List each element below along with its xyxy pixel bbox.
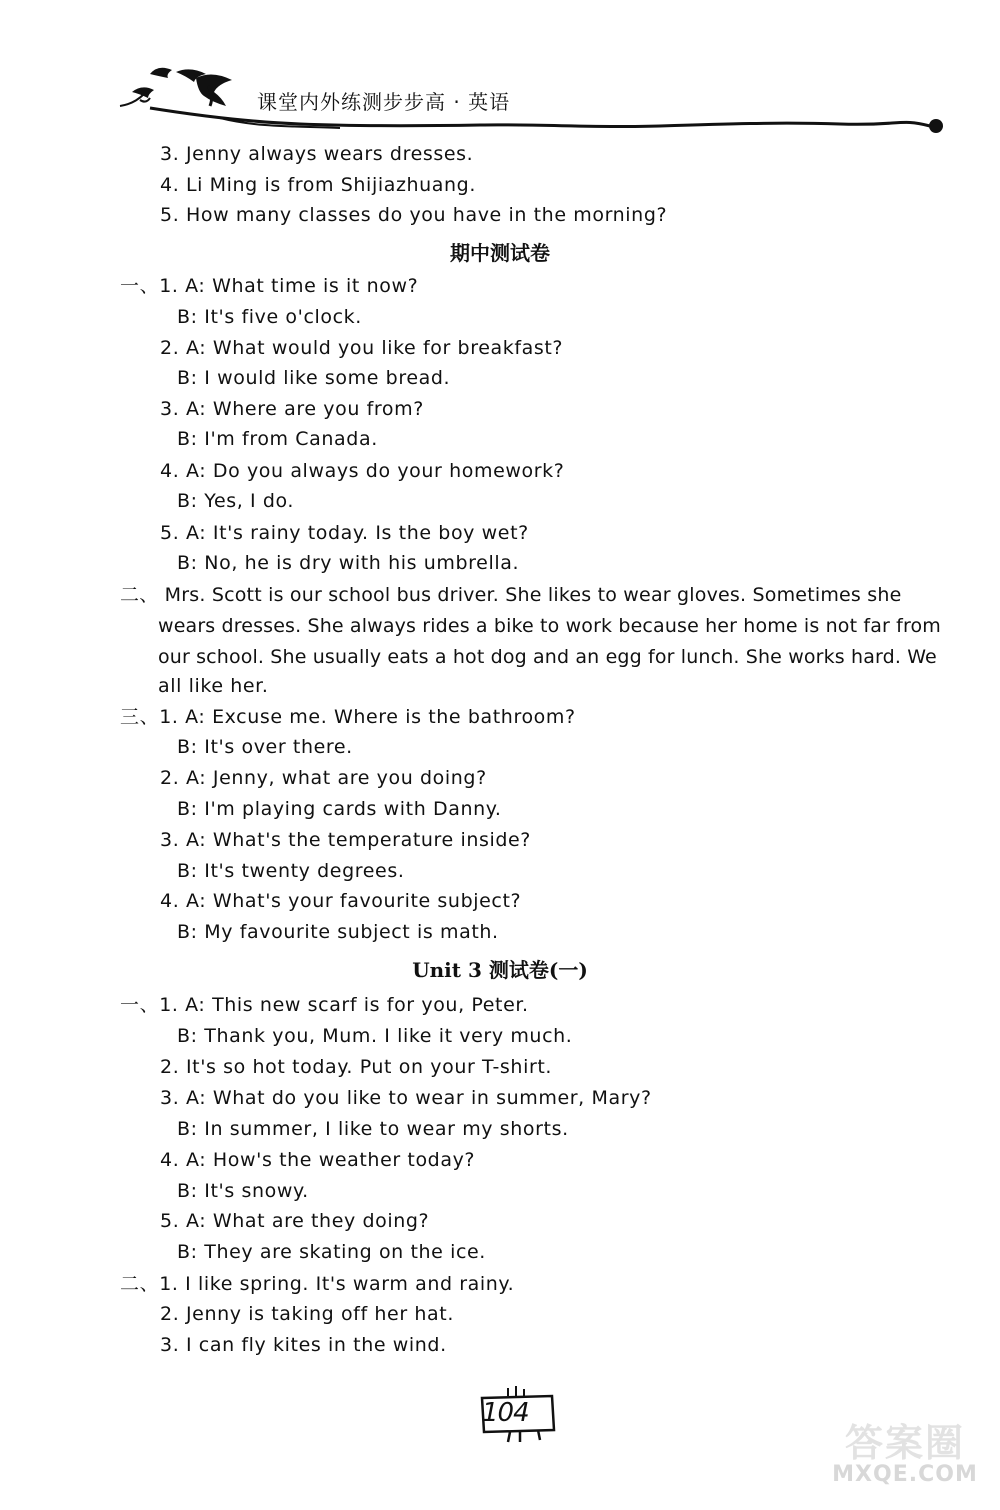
answer-line: B: Yes, I do. xyxy=(177,490,295,512)
passage-line: wears dresses. She always rides a bike to work because her home is not far from xyxy=(158,615,941,637)
answer-line: B: My favourite subject is math. xyxy=(177,921,499,943)
answer-line: 3. A: What's the temperature inside? xyxy=(160,829,531,851)
answer-line: 3. Jenny always wears dresses. xyxy=(160,143,474,165)
answer-line: 一、1. A: This new scarf is for you, Peter. xyxy=(120,994,529,1016)
page-number-badge xyxy=(478,1384,558,1444)
answer-line: 2. Jenny is taking off her hat. xyxy=(160,1303,454,1325)
passage-line: 二、 Mrs. Scott is our school bus driver. She likes to wear gloves. Sometimes she xyxy=(120,584,902,606)
answer-line: B: I would like some bread. xyxy=(177,367,451,389)
page-header xyxy=(0,0,1000,140)
answer-line: B: It's five o'clock. xyxy=(177,306,362,328)
section-title-unit3: Unit 3 测试卷(一) xyxy=(412,958,588,982)
answer-line: B: It's snowy. xyxy=(177,1180,309,1202)
answer-line: 4. A: How's the weather today? xyxy=(160,1149,476,1171)
answer-line: B: I'm playing cards with Danny. xyxy=(177,798,502,820)
answer-line: 3. A: What do you like to wear in summer, Mary? xyxy=(160,1087,652,1109)
passage-line: our school. She usually eats a hot dog and an egg for lunch. She works hard. We xyxy=(158,646,937,668)
answer-line: B: It's over there. xyxy=(177,736,353,758)
answer-line: 4. Li Ming is from Shijiazhuang. xyxy=(160,174,476,196)
header-title: 课堂内外练测步步高 · 英语 xyxy=(257,90,511,114)
birds-icon xyxy=(0,0,1000,140)
answer-line: 5. A: What are they doing? xyxy=(160,1210,430,1232)
page-number: 104 xyxy=(482,1398,529,1428)
answer-line: 2. It's so hot today. Put on your T-shirt. xyxy=(160,1056,553,1078)
answer-line: B: In summer, I like to wear my shorts. xyxy=(177,1118,569,1140)
answer-line: B: They are skating on the ice. xyxy=(177,1241,486,1263)
answer-line: 5. How many classes do you have in the morning? xyxy=(160,204,668,226)
answer-line: B: No, he is dry with his umbrella. xyxy=(177,552,520,574)
answer-line: 3. I can fly kites in the wind. xyxy=(160,1334,447,1356)
watermark xyxy=(820,1410,990,1500)
answer-line: 3. A: Where are you from? xyxy=(160,398,424,420)
answer-line: 2. A: Jenny, what are you doing? xyxy=(160,767,487,789)
answer-line: B: Thank you, Mum. I like it very much. xyxy=(177,1025,573,1047)
answer-line: 4. A: What's your favourite subject? xyxy=(160,890,522,912)
answer-line: 5. A: It's rainy today. Is the boy wet? xyxy=(160,522,529,544)
answer-line: 三、1. A: Excuse me. Where is the bathroom? xyxy=(120,706,576,728)
answer-line: B: It's twenty degrees. xyxy=(177,860,405,882)
answer-line: 4. A: Do you always do your homework? xyxy=(160,460,565,482)
answer-line: 一、1. A: What time is it now? xyxy=(120,275,419,297)
passage-line: all like her. xyxy=(158,675,269,697)
answer-line: 二、1. I like spring. It's warm and rainy. xyxy=(120,1273,515,1295)
watermark-url: MXQE.COM xyxy=(832,1462,978,1487)
answer-line: 2. A: What would you like for breakfast? xyxy=(160,337,564,359)
watermark-logo: 答案圈 xyxy=(844,1421,965,1465)
section-title-midterm: 期中测试卷 xyxy=(450,241,550,265)
answer-line: B: I'm from Canada. xyxy=(177,428,378,450)
